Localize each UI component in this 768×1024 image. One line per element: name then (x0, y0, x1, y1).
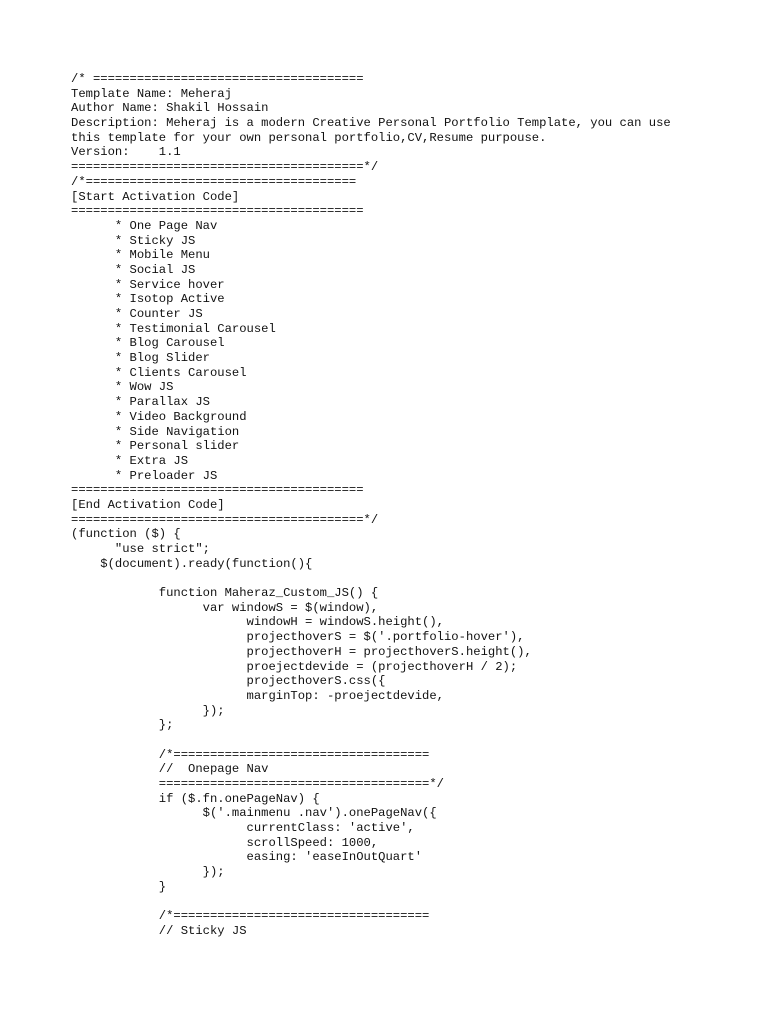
code-line: this template for your own personal portfolio,CV,Resume purpouse. (71, 130, 547, 145)
code-line: * Sticky JS (71, 233, 196, 248)
code-line: projecthoverS = $('.portfolio-hover'), (71, 630, 525, 645)
code-line: * Preloader JS (71, 468, 218, 483)
code-line: /* ===================================== (71, 72, 364, 86)
code-line: * Wow JS (71, 380, 174, 395)
code-line: if ($.fn.onePageNav) { (71, 791, 320, 806)
code-line: =====================================*/ (71, 777, 444, 791)
code-line: * Parallax JS (71, 395, 210, 410)
code-line: scrollSpeed: 1000, (71, 835, 379, 850)
code-line: * Video Background (71, 409, 247, 424)
code-line: }); (71, 703, 225, 718)
code-line: proejectdevide = (projecthoverH / 2); (71, 659, 518, 674)
code-line: * Testimonial Carousel (71, 321, 276, 336)
code-line: projecthoverS.css({ (71, 674, 386, 689)
code-line: /*=================================== (71, 909, 430, 924)
code-line: }; (71, 718, 174, 733)
code-line: ========================================*/ (71, 512, 379, 527)
code-line: currentClass: 'active', (71, 821, 415, 836)
code-line: * Counter JS (71, 307, 203, 321)
code-line: var windowS = $(window), (71, 600, 379, 615)
code-line: ========================================*/ (71, 160, 379, 175)
code-line: * One Page Nav (71, 218, 218, 233)
code-line: function Maheraz_Custom_JS() { (71, 586, 379, 601)
code-line: marginTop: -proejectdevide, (71, 688, 444, 703)
code-line: * Isotop Active (71, 292, 225, 307)
code-line: }); (71, 865, 225, 880)
code-line: * Personal slider (71, 439, 240, 454)
code-line: $('.mainmenu .nav').onePageNav({ (71, 806, 437, 821)
code-line: /*=================================== (71, 747, 430, 762)
code-line: * Mobile Menu (71, 248, 210, 263)
code-line: * Extra JS (71, 453, 189, 468)
code-line: Template Name: Meheraj (71, 86, 232, 101)
code-line: projecthoverH = projecthoverS.height(), (71, 644, 532, 659)
code-line: * Blog Slider (71, 351, 210, 366)
code-line: easing: 'easeInOutQuart' (71, 850, 423, 865)
code-line (71, 571, 671, 586)
code-line (71, 895, 671, 910)
code-line: * Blog Carousel (71, 336, 225, 351)
code-line: ======================================== (71, 483, 364, 498)
code-line: $(document).ready(function(){ (71, 556, 313, 571)
code-line: ======================================== (71, 204, 364, 219)
code-block (71, 72, 671, 939)
code-line: Version: 1.1 (71, 145, 181, 160)
code-line: "use strict"; (71, 542, 210, 556)
code-line: Description: Meheraj is a modern Creative Personal Portfolio Template, you can use (71, 116, 671, 131)
code-line: (function ($) { (71, 527, 181, 542)
code-line: } (71, 879, 167, 894)
code-line: // Onepage Nav (71, 762, 269, 777)
code-line: [Start Activation Code] (71, 189, 240, 204)
code-line: Author Name: Shakil Hossain (71, 101, 269, 116)
code-line: /*===================================== (71, 174, 357, 189)
code-line (71, 733, 671, 748)
code-line: * Side Navigation (71, 424, 240, 439)
code-line: // Sticky JS (71, 923, 247, 938)
code-line: windowH = windowS.height(), (71, 615, 444, 630)
code-line: * Social JS (71, 262, 196, 277)
code-line: [End Activation Code] (71, 497, 225, 512)
code-line: * Service hover (71, 277, 225, 292)
code-line: * Clients Carousel (71, 365, 247, 380)
